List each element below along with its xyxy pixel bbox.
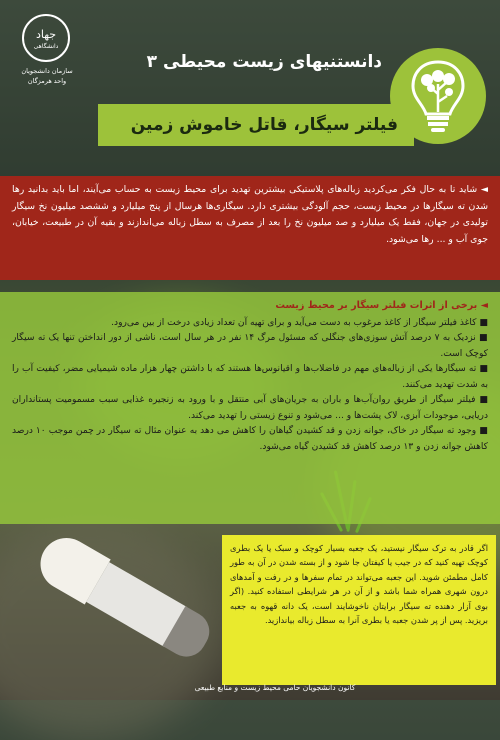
- intro-text: شاید تا به حال فکر می‌کردید زباله‌های پلاستیکی بیشترین تهدید برای محیط زیست به حساب می‌آیند، اما باید بدانید رها شدن ته سیگارها در محیط زیست، حجم آلودگی بیشتری دارد. سیگاری‌ها هرسال از پنج میلیارد و ششصد میلیون نخ سیگار تولیدی در جهان، فقط یک میلیارد و صد میلیون نخ را بعد از مصرف به سطل زباله می‌اندازند و بقیه آن در طبیعت، خیابان، جوی آب و ... رها می‌شود.: [12, 184, 488, 245]
- main-title-bar: [98, 104, 414, 146]
- effect-item: ■ نزدیک به ۷ درصد آتش سوزی‌های جنگلی که مسئول مرگ ۱۴ نفر در هر سال است، ناشی از دور انداختن تنها یک ته سیگار کوچک است.: [12, 333, 488, 359]
- effect-item: ■ فیلتر سیگار از طریق روان‌آب‌ها و باران به جریان‌های آبی منتقل و با ورود به زنجیره غذایی سبب مسمومیت پستانداران دریایی، موجودات آبزی، لاک پشت‌ها و ... می‌شود و تنوع زیستی را تهدید می‌کند.: [12, 395, 488, 421]
- advice-panel: اگر قادر به ترک سیگار نیستید، یک جعبه بسیار کوچک و سبک یا یک بطری کوچک تهیه کنید که در جیب یا کیفتان جا شود و از بسته شدن در آن به طور کامل مطمئن شوید. این جعبه می‌تواند در تمام سفرها و در رفت و آمدهای درون شهری همراه شما باشد و از آن در هر شرایطی استفاده کنید. (اگر بوی آزار دهنده ته سیگار برایتان ناخوشایند است، یک دانه قهوه به جعبه بریزید. پس از پر شدن جعبه یا بطری آنرا به سطل زباله بیاندازید.: [222, 535, 496, 685]
- intro-panel: [0, 176, 500, 280]
- logo-title: جهاد: [35, 28, 57, 41]
- effect-item: ■ کاغذ فیلتر سیگار از کاغذ مرغوب به دست می‌آید و برای تهیه آن تعداد زیادی درخت از بین می‌رود.: [111, 317, 488, 328]
- effect-item: ■ وجود ته سیگار در خاک، جوانه زدن و قد کشیدن گیاهان را کاهش می دهد به عنوان مثال ته سیگار در چمن موجب ۱۰ درصد کاهش جوانه زدن و ۱۳ درصد کاهش قد کشیدن گیاه می‌شود.: [12, 426, 488, 452]
- series-title: دانستنیهای زیست محیطی ۳: [146, 52, 382, 72]
- bullet-arrow-icon: ◄: [480, 184, 488, 195]
- org-line-1: سازمان دانشجویان: [21, 67, 73, 75]
- org-line-2: واحد هرمزگان: [27, 77, 67, 85]
- organization-name: [10, 66, 84, 86]
- organization-logo: [22, 14, 70, 62]
- footer-credit: کانون دانشجویان حامی محیط زیست و منابع طبیعی: [194, 683, 356, 692]
- main-title: فیلتر سیگار، قاتل خاموش زمین: [130, 115, 398, 135]
- tree-lightbulb-icon: [390, 48, 486, 144]
- effect-item: ■ ته سیگارها یکی از زباله‌های مهم در فاضلاب‌ها و اقیانوس‌ها هستند که با داشتن چهار هزار ماده شیمیایی مضر، کیفیت آب را به شدت تهدید می‌کنند.: [12, 364, 488, 390]
- effects-heading: ◄ برخی از اثرات فیلتر سیگار بر محیط زیست: [275, 300, 488, 311]
- logo-subtitle: دانشگاهی: [33, 43, 59, 50]
- effects-panel: [0, 292, 500, 524]
